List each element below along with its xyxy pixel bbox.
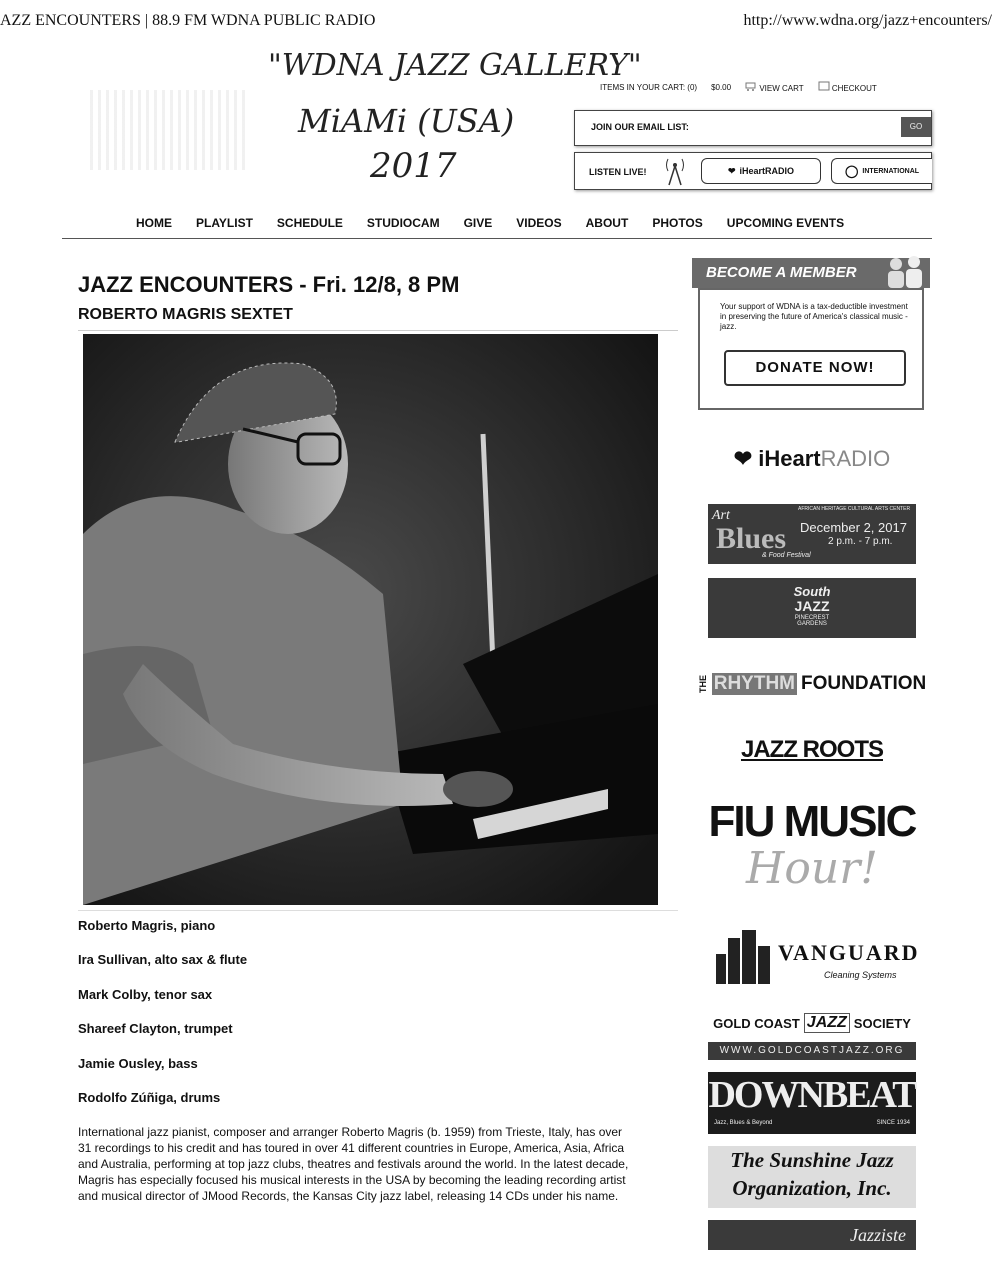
print-header-url: http://www.wdna.org/jazz+encounters/: [743, 12, 992, 29]
iheart-logo-icon: ❤: [733, 446, 753, 471]
cart-icon: [745, 81, 757, 91]
photo-divider: [78, 910, 678, 911]
musician-line: Mark Colby, tenor sax: [78, 987, 213, 1002]
email-signup: [574, 110, 932, 146]
cart-total: $0.00: [711, 82, 732, 92]
cart-bar: [600, 80, 930, 94]
faded-station-logo: [90, 90, 250, 170]
musician-line: Rodolfo Zúñiga, drums: [78, 1090, 221, 1105]
nav-upcoming-events[interactable]: UPCOMING EVENTS: [726, 216, 845, 230]
handwritten-year-note: 2017: [370, 146, 457, 186]
south-jazz-jazz: JAZZ: [794, 598, 830, 614]
art-blues-date: December 2, 2017: [800, 520, 907, 535]
iheart-listen-button[interactable]: [701, 158, 821, 184]
gold-coast-gold: GOLD COAST: [713, 1015, 800, 1031]
globe-icon: ◯: [844, 164, 859, 178]
art-blues-title: Blues: [716, 522, 787, 555]
listen-live-bar: [574, 152, 932, 190]
gold-coast-jazz: JAZZ: [804, 1013, 850, 1033]
print-header-title: AZZ ENCOUNTERS | 88.9 FM WDNA PUBLIC RADIO: [0, 12, 376, 29]
south-jazz-pinecrest: PINECREST GARDENS: [794, 615, 830, 627]
cart-items-count: ITEMS IN YOUR CART: (0): [600, 82, 698, 92]
sponsor-sunshine-jazz[interactable]: [708, 1146, 916, 1208]
donate-now-button[interactable]: DONATE NOW!: [724, 350, 906, 386]
members-icon: [882, 254, 926, 288]
fiu-music: FIU MUSIC: [708, 797, 916, 846]
musician-line: Roberto Magris, piano: [78, 918, 216, 933]
title-divider: [78, 330, 678, 331]
membership-box: [692, 258, 930, 412]
nav-videos[interactable]: VIDEOS: [516, 216, 562, 230]
downbeat-since: SINCE 1934: [876, 1120, 910, 1126]
international-listen-button[interactable]: [831, 158, 932, 184]
gold-coast-society: SOCIETY: [853, 1015, 911, 1031]
downbeat-tagline: Jazz, Blues & Beyond: [714, 1120, 773, 1126]
nav-home[interactable]: HOME: [136, 216, 172, 230]
sponsor-fiu-music-hour[interactable]: [708, 798, 916, 898]
art-blues-time: 2 p.m. - 7 p.m.: [828, 536, 893, 547]
sponsor-gold-coast-jazz[interactable]: [708, 1008, 916, 1038]
art-blues-art: Art: [712, 508, 730, 523]
listen-live-label: LISTEN LIVE!: [589, 167, 647, 177]
vanguard-tagline: Cleaning Systems: [824, 970, 897, 980]
membership-heading: BECOME A MEMBER: [692, 258, 930, 288]
handwritten-gallery-note: "WDNA JAZZ GALLERY": [268, 48, 642, 83]
rhythm-rhythm: RHYTHM: [713, 673, 796, 694]
musician-line: Jamie Ousley, bass: [78, 1056, 198, 1071]
sponsor-vanguard[interactable]: [708, 926, 920, 988]
sunshine-line1: The Sunshine Jazz: [730, 1148, 894, 1172]
email-signup-label: JOIN OUR EMAIL LIST:: [591, 122, 689, 132]
musician-photo: [83, 334, 658, 905]
sponsor-downbeat[interactable]: [708, 1072, 916, 1134]
iheart-radio-text: RADIO: [820, 446, 891, 471]
sponsor-south-jazz[interactable]: [708, 578, 916, 638]
sunshine-line2: Organization, Inc.: [732, 1176, 892, 1200]
handwritten-city-note: MiAMi (USA): [298, 102, 515, 140]
checkout-link[interactable]: [818, 81, 877, 93]
vanguard-name: VANGUARD: [778, 940, 920, 965]
sponsor-rhythm-foundation[interactable]: [697, 670, 927, 698]
checkout-label: CHECKOUT: [831, 84, 877, 93]
musician-line: Shareef Clayton, trumpet: [78, 1021, 233, 1036]
art-blues-org: AFRICAN HERITAGE CULTURAL ARTS CENTER: [798, 506, 911, 512]
sponsor-jazziste[interactable]: Jazziste: [708, 1220, 916, 1250]
musician-line: Ira Sullivan, alto sax & flute: [78, 952, 248, 967]
nav-about[interactable]: ABOUT: [585, 216, 629, 230]
heart-icon: ❤: [727, 165, 736, 176]
sponsor-iheartradio[interactable]: [708, 446, 916, 480]
sponsor-art-blues[interactable]: [708, 504, 916, 564]
membership-body: [698, 288, 924, 410]
view-cart-link[interactable]: [745, 81, 804, 93]
membership-text: Your support of WDNA is a tax-deductible investment in preserving the future of America's classical music - jazz.: [720, 302, 908, 331]
artist-bio: International jazz pianist, composer and arranger Roberto Magris (b. 1959) from Trieste, Italy, has over 31 recordings to his credit and has toured in over 41 different countries in Europe, America, Asia, Africa and Australia, performing at top jazz clubs, theatres and festivals around the world. In the latest decade, Magris has especially focused his musical interests in the USA by becoming the leading recording artist and musical director of JMood Records, the Kansas City jazz label, releasing 14 CDs under his name.: [78, 1125, 629, 1203]
email-go-button[interactable]: GO: [901, 117, 931, 137]
pianist-photo-illustration: [83, 334, 658, 905]
south-jazz-south: South: [793, 584, 831, 599]
print-header: [0, 12, 1000, 34]
page-title: JAZZ ENCOUNTERS - Fri. 12/8, 8 PM: [78, 272, 460, 297]
gold-coast-url[interactable]: WWW.GOLDCOASTJAZZ.ORG: [708, 1042, 916, 1060]
fiu-hour: Hour!: [746, 843, 878, 894]
iheart-listen-label: iHeartRADIO: [739, 166, 795, 176]
nav-studiocam[interactable]: STUDIOCAM: [366, 216, 440, 230]
art-blues-festival: & Food Festival: [762, 552, 811, 559]
view-cart-label: VIEW CART: [759, 84, 804, 93]
page-subtitle: ROBERTO MAGRIS SEXTET: [78, 306, 293, 323]
downbeat-title: DOWNBEAT: [708, 1074, 916, 1116]
buildings-icon: [714, 928, 774, 984]
rhythm-foundation: FOUNDATION: [801, 673, 927, 694]
nav-playlist[interactable]: PLAYLIST: [196, 216, 253, 230]
nav-schedule[interactable]: SCHEDULE: [276, 216, 343, 230]
main-nav: [62, 208, 932, 239]
radio-tower-icon: [661, 156, 689, 186]
email-input[interactable]: [715, 117, 869, 137]
sponsor-jazz-roots[interactable]: JAZZ ROOTS: [740, 736, 883, 763]
checkout-icon: [818, 81, 830, 91]
iheart-text: iHeart: [758, 446, 821, 471]
rhythm-the: THE: [697, 675, 708, 693]
nav-give[interactable]: GIVE: [463, 216, 493, 230]
nav-photos[interactable]: PHOTOS: [652, 216, 703, 230]
international-listen-label: INTERNATIONAL: [862, 167, 920, 175]
